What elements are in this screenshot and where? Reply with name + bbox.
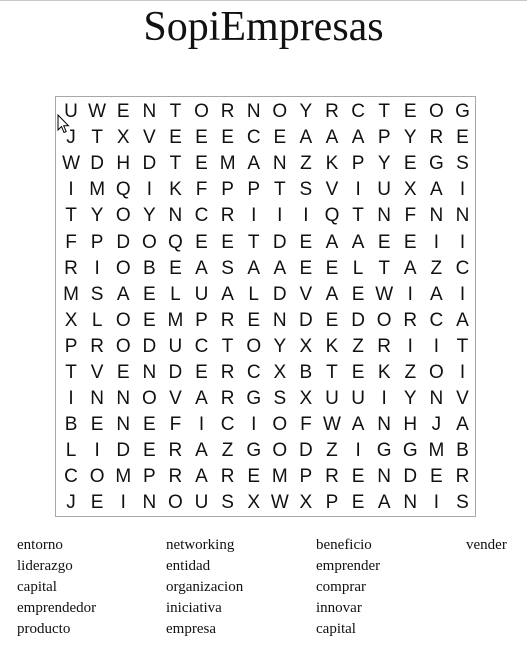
grid-cell[interactable]: O [428, 101, 444, 123]
grid-cell[interactable]: Q [168, 231, 183, 253]
grid-cell[interactable]: N [403, 492, 418, 514]
grid-cell[interactable]: E [195, 153, 208, 175]
grid-cell[interactable]: N [142, 492, 157, 514]
word-item: capital [316, 621, 356, 637]
grid-cell[interactable]: E [90, 414, 104, 436]
grid-cell[interactable]: I [433, 231, 439, 253]
grid-cell[interactable]: E [351, 361, 365, 383]
grid-cell[interactable]: E [351, 466, 365, 488]
grid-cell[interactable]: O [115, 309, 131, 331]
grid-cell[interactable]: F [169, 414, 182, 436]
grid-cell[interactable]: Z [352, 335, 364, 357]
grid-cell[interactable]: M [428, 440, 445, 462]
grid-cell[interactable]: I [251, 414, 257, 436]
word-item: innovar [316, 600, 362, 616]
grid-cell[interactable]: M [167, 309, 184, 331]
grid-cell[interactable]: Z [430, 257, 443, 279]
grid-cell[interactable]: E [169, 127, 182, 149]
grid-cell[interactable]: R [377, 335, 392, 357]
word-item: comprar [316, 579, 366, 595]
grid-cell[interactable]: W [62, 153, 81, 175]
grid-cell[interactable]: G [402, 440, 418, 462]
grid-cell[interactable]: Y [377, 153, 391, 175]
word-item: producto [17, 621, 71, 637]
grid-cell[interactable]: P [247, 179, 261, 201]
grid-cell[interactable]: U [194, 283, 209, 305]
grid-cell[interactable]: A [116, 283, 130, 305]
grid-cell[interactable]: A [377, 492, 391, 514]
word-item: organizacion [166, 579, 244, 595]
grid-cell[interactable]: D [351, 309, 365, 331]
grid-cell[interactable]: V [325, 179, 339, 201]
grid-cell[interactable]: W [88, 101, 107, 123]
grid-cell[interactable]: I [94, 440, 100, 462]
grid-cell[interactable]: T [378, 101, 390, 123]
grid-cell[interactable]: I [433, 335, 439, 357]
grid-cell[interactable]: C [429, 309, 444, 331]
grid-cell[interactable]: G [428, 153, 444, 175]
grid-cell[interactable]: M [219, 153, 236, 175]
grid-cell[interactable]: K [169, 179, 182, 201]
grid-cell[interactable]: F [404, 205, 417, 227]
grid-cell[interactable]: F [300, 414, 312, 436]
grid-cell[interactable]: S [456, 153, 469, 175]
grid-cell[interactable]: O [428, 361, 444, 383]
grid-cell[interactable]: L [65, 440, 77, 462]
grid-cell[interactable]: D [142, 335, 157, 357]
grid-cell[interactable]: R [168, 466, 183, 488]
grid-cell[interactable]: C [351, 101, 365, 123]
grid-cell[interactable]: P [325, 492, 339, 514]
grid-cell[interactable]: A [221, 283, 234, 305]
grid-cell[interactable]: O [376, 309, 392, 331]
grid-cell[interactable]: F [65, 231, 77, 253]
word-item: networking [166, 537, 235, 553]
grid-cell[interactable]: J [66, 127, 76, 149]
grid-cell[interactable]: E [247, 466, 261, 488]
grid-cell[interactable]: D [272, 231, 287, 253]
grid-cell[interactable]: Y [142, 205, 156, 227]
grid-cell[interactable]: Y [273, 335, 287, 357]
grid-cell[interactable]: N [377, 205, 392, 227]
grid-cell[interactable]: X [247, 492, 261, 514]
grid-cell[interactable]: E [403, 101, 417, 123]
grid-cell[interactable]: S [456, 492, 469, 514]
grid-cell[interactable]: P [221, 179, 234, 201]
grid-cell[interactable]: D [403, 466, 418, 488]
grid-cell[interactable]: D [168, 361, 183, 383]
grid-cell[interactable]: R [90, 335, 104, 357]
grid-cell[interactable]: E [142, 440, 156, 462]
grid-cell[interactable]: T [326, 361, 338, 383]
grid-cell[interactable]: N [90, 388, 104, 410]
word-item: entorno [17, 537, 63, 553]
grid-cell[interactable]: L [352, 257, 364, 279]
grid-cell[interactable]: E [325, 257, 339, 279]
grid-cell[interactable]: Z [300, 153, 312, 175]
word-item: beneficio [316, 537, 372, 553]
grid-cell[interactable]: O [246, 335, 262, 357]
grid-cell[interactable]: Z [404, 361, 417, 383]
grid-cell[interactable]: M [63, 283, 79, 305]
grid-cell[interactable]: N [246, 101, 261, 123]
grid-cell[interactable]: R [403, 309, 418, 331]
grid-cell[interactable]: K [377, 361, 391, 383]
grid-cell[interactable]: E [351, 492, 365, 514]
top-divider [0, 0, 527, 1]
word-item: liderazgo [17, 558, 73, 574]
grid-cell[interactable]: N [272, 309, 287, 331]
grid-cell[interactable]: C [194, 205, 209, 227]
grid-cell[interactable]: Y [403, 388, 417, 410]
word-item: capital [17, 579, 57, 595]
grid-cell[interactable]: N [142, 361, 157, 383]
grid-cell[interactable]: A [195, 466, 208, 488]
grid-cell[interactable]: E [195, 361, 208, 383]
grid-cell[interactable]: F [195, 179, 208, 201]
grid-cell[interactable]: C [64, 466, 78, 488]
grid-cell[interactable]: A [325, 231, 339, 253]
grid-cell[interactable]: V [142, 127, 156, 149]
grid-cell[interactable]: K [325, 335, 339, 357]
grid-cell[interactable]: A [430, 283, 443, 305]
grid-cell[interactable]: E [456, 127, 469, 149]
grid-cell[interactable]: O [141, 388, 157, 410]
grid-cell[interactable]: T [169, 101, 182, 123]
grid-cell[interactable]: A [195, 388, 208, 410]
grid-cell[interactable]: D [272, 283, 287, 305]
grid-cell[interactable]: Q [324, 205, 340, 227]
grid-cell[interactable]: R [168, 440, 183, 462]
grid-cell[interactable]: O [272, 440, 288, 462]
grid-cell[interactable]: C [246, 127, 261, 149]
grid-cell[interactable]: P [377, 127, 391, 149]
grid-cell[interactable]: E [247, 309, 261, 331]
word-item: iniciativa [166, 600, 222, 616]
grid-cell[interactable]: A [403, 257, 417, 279]
grid-cell[interactable]: C [246, 361, 261, 383]
grid-cell[interactable]: A [247, 153, 261, 175]
grid-cell[interactable]: I [381, 388, 387, 410]
grid-cell[interactable]: P [142, 466, 156, 488]
grid-cell[interactable]: P [195, 309, 208, 331]
grid-cell[interactable]: M [89, 179, 106, 201]
grid-cell[interactable]: E [90, 492, 104, 514]
grid-cell[interactable]: S [221, 257, 234, 279]
grid-cell[interactable]: N [429, 388, 444, 410]
grid-cell[interactable]: U [194, 492, 209, 514]
grid-cell[interactable]: D [299, 440, 313, 462]
grid-cell[interactable]: X [299, 335, 313, 357]
grid-cell[interactable]: B [456, 440, 469, 462]
grid-cell[interactable]: B [142, 257, 156, 279]
grid-cell[interactable]: E [195, 231, 208, 253]
grid-cell[interactable]: N [455, 205, 470, 227]
grid-cell[interactable]: E [142, 283, 156, 305]
grid-cell[interactable]: I [94, 257, 100, 279]
grid-cell[interactable]: W [323, 414, 341, 436]
grid-cell[interactable]: G [246, 388, 262, 410]
grid-cell[interactable]: J [431, 414, 442, 436]
grid-cell[interactable]: E [299, 257, 313, 279]
grid-cell[interactable]: E [351, 283, 365, 305]
grid-cell[interactable]: O [89, 466, 105, 488]
word-list [0, 535, 527, 645]
grid-cell[interactable]: H [403, 414, 418, 436]
grid-cell[interactable]: I [407, 283, 413, 305]
grid-cell[interactable]: O [141, 231, 157, 253]
grid-cell[interactable]: H [116, 153, 131, 175]
grid-cell[interactable]: D [116, 440, 131, 462]
grid-cell[interactable]: R [64, 257, 78, 279]
grid-cell[interactable]: I [68, 179, 74, 201]
grid-cell[interactable]: T [91, 127, 103, 149]
grid-cell[interactable]: R [220, 361, 235, 383]
grid-cell[interactable]: Z [326, 440, 338, 462]
grid-cell[interactable]: I [303, 205, 309, 227]
grid-cell[interactable]: E [195, 127, 208, 149]
grid-cell[interactable]: I [198, 414, 205, 436]
mouse-cursor-icon [57, 114, 70, 134]
grid-cell[interactable]: N [429, 205, 444, 227]
grid-cell[interactable]: O [168, 492, 183, 514]
grid-cell[interactable]: L [248, 283, 259, 305]
grid-cell[interactable]: P [90, 231, 104, 253]
grid-cell[interactable]: N [377, 466, 392, 488]
grid-cell[interactable]: L [170, 283, 181, 305]
grid-cell[interactable]: L [91, 309, 103, 331]
grid-cell[interactable]: M [115, 466, 132, 488]
grid-cell[interactable]: I [459, 283, 466, 305]
grid-cell[interactable]: R [325, 466, 339, 488]
grid-cell[interactable]: E [325, 309, 339, 331]
grid-cell[interactable]: Q [115, 179, 131, 201]
grid-cell[interactable]: V [456, 388, 469, 410]
grid-cell[interactable]: E [142, 309, 156, 331]
grid-cell[interactable]: E [142, 414, 156, 436]
grid-cell[interactable]: U [64, 101, 78, 123]
letter-grid [58, 99, 476, 517]
grid-cell[interactable]: A [351, 127, 365, 149]
grid-cell[interactable]: G [455, 101, 470, 123]
grid-cell[interactable]: E [116, 361, 130, 383]
grid-cell[interactable]: X [299, 388, 313, 410]
grid-cell[interactable]: E [403, 153, 417, 175]
grid-cell[interactable]: A [325, 127, 339, 149]
grid-cell[interactable]: I [433, 492, 439, 514]
grid-cell[interactable]: U [377, 179, 392, 201]
grid-cell[interactable]: E [116, 101, 130, 123]
grid-cell[interactable]: G [246, 440, 262, 462]
grid-cell[interactable]: T [247, 231, 260, 253]
grid-cell[interactable]: X [299, 492, 313, 514]
grid-cell[interactable]: I [251, 205, 257, 227]
grid-cell[interactable]: V [169, 388, 182, 410]
grid-cell[interactable]: D [90, 153, 104, 175]
grid-cell[interactable]: I [407, 335, 413, 357]
grid-cell[interactable]: T [456, 335, 469, 357]
grid-cell[interactable]: W [270, 492, 289, 514]
grid-cell[interactable]: R [220, 388, 235, 410]
grid-cell[interactable]: A [247, 257, 261, 279]
grid-cell[interactable]: Y [299, 101, 313, 123]
grid-cell[interactable]: X [403, 179, 417, 201]
grid-cell[interactable]: E [273, 127, 287, 149]
grid-cell[interactable]: T [65, 361, 77, 383]
grid-cell[interactable]: O [115, 205, 131, 227]
grid-cell[interactable]: A [195, 440, 208, 462]
grid-cell[interactable]: R [325, 101, 339, 123]
grid-cell[interactable]: V [90, 361, 104, 383]
grid-cell[interactable]: N [116, 414, 131, 436]
word-item: emprender [316, 558, 381, 574]
grid-cell[interactable]: Y [403, 127, 417, 149]
grid-cell[interactable]: A [351, 231, 365, 253]
grid-cell[interactable]: B [299, 361, 313, 383]
grid-cell[interactable]: R [220, 101, 235, 123]
grid-cell[interactable]: U [325, 388, 339, 410]
grid-cell[interactable]: T [378, 257, 390, 279]
grid-cell[interactable]: I [355, 179, 361, 201]
grid-cell[interactable]: N [142, 101, 157, 123]
grid-cell[interactable]: G [376, 440, 392, 462]
grid-cell[interactable]: Z [221, 440, 234, 462]
grid-cell[interactable]: I [146, 179, 152, 201]
grid-cell[interactable]: C [220, 414, 235, 436]
grid-cell[interactable]: A [456, 414, 469, 436]
grid-cell[interactable]: C [194, 335, 209, 357]
grid-cell[interactable]: A [325, 283, 339, 305]
grid-cell[interactable]: R [220, 309, 235, 331]
grid-cell[interactable]: T [273, 179, 286, 201]
grid-cell[interactable]: N [168, 205, 183, 227]
grid-cell[interactable]: E [221, 231, 234, 253]
word-item: vender [466, 537, 507, 553]
grid-cell[interactable]: S [299, 179, 313, 201]
grid-cell[interactable]: B [64, 414, 78, 436]
grid-cell[interactable]: T [352, 205, 364, 227]
grid-cell[interactable]: T [65, 205, 77, 227]
grid-cell[interactable]: N [377, 414, 392, 436]
word-item: emprendedor [17, 600, 97, 616]
grid-cell[interactable]: E [430, 466, 443, 488]
grid-cell[interactable]: R [220, 466, 235, 488]
grid-cell[interactable]: U [168, 335, 183, 357]
word-item: empresa [166, 621, 216, 637]
grid-cell[interactable]: C [455, 257, 470, 279]
grid-cell[interactable]: A [273, 257, 287, 279]
grid-cell[interactable]: P [299, 466, 313, 488]
grid-cell[interactable]: E [403, 231, 417, 253]
grid-cell[interactable]: D [142, 153, 157, 175]
grid-cell[interactable]: R [220, 205, 235, 227]
grid-cell[interactable]: E [377, 231, 391, 253]
grid-cell[interactable]: R [455, 466, 470, 488]
grid-cell[interactable]: I [120, 492, 126, 514]
grid-cell[interactable]: P [351, 153, 365, 175]
grid-cell[interactable]: O [115, 257, 131, 279]
grid-cell[interactable]: O [194, 101, 209, 123]
grid-cell[interactable]: M [271, 466, 288, 488]
word-item: entidad [166, 558, 211, 574]
grid-cell[interactable]: X [273, 361, 287, 383]
grid-cell[interactable]: A [456, 309, 469, 331]
grid-cell[interactable]: N [116, 388, 131, 410]
grid-cell[interactable]: E [169, 257, 182, 279]
grid-cell[interactable]: I [355, 440, 361, 462]
puzzle-title: SopiEmpresas [143, 4, 384, 50]
grid-cell[interactable]: S [90, 283, 104, 305]
grid-cell[interactable]: U [351, 388, 365, 410]
grid-cell[interactable]: D [299, 309, 313, 331]
grid-cell[interactable]: O [272, 101, 288, 123]
grid-cell[interactable]: A [430, 179, 443, 201]
grid-cell[interactable]: E [299, 231, 313, 253]
grid-cell[interactable]: N [272, 153, 287, 175]
grid-cell[interactable]: V [299, 283, 313, 305]
grid-cell[interactable]: O [115, 335, 131, 357]
grid-cell[interactable]: I [459, 361, 466, 383]
grid-cell[interactable]: E [221, 127, 234, 149]
grid-cell[interactable]: O [272, 414, 288, 436]
grid-cell[interactable]: P [64, 335, 78, 357]
grid-cell[interactable]: J [66, 492, 76, 514]
grid-cell[interactable]: A [351, 414, 365, 436]
grid-cell[interactable]: A [299, 127, 313, 149]
grid-cell[interactable]: D [116, 231, 131, 253]
grid-cell[interactable]: R [429, 127, 444, 149]
grid-cell[interactable]: T [221, 335, 234, 357]
grid-cell[interactable]: I [68, 388, 74, 410]
grid-cell[interactable]: A [195, 257, 208, 279]
grid-cell[interactable]: W [375, 283, 394, 305]
grid-cell[interactable]: X [64, 309, 78, 331]
grid-cell[interactable]: Y [90, 205, 104, 227]
grid-cell[interactable]: S [221, 492, 234, 514]
grid-cell[interactable]: I [459, 231, 466, 253]
grid-cell[interactable]: I [459, 179, 466, 201]
grid-cell[interactable]: X [116, 127, 130, 149]
grid-cell[interactable]: T [169, 153, 182, 175]
grid-cell[interactable]: S [273, 388, 287, 410]
grid-cell[interactable]: K [325, 153, 339, 175]
grid-cell[interactable]: I [277, 205, 283, 227]
